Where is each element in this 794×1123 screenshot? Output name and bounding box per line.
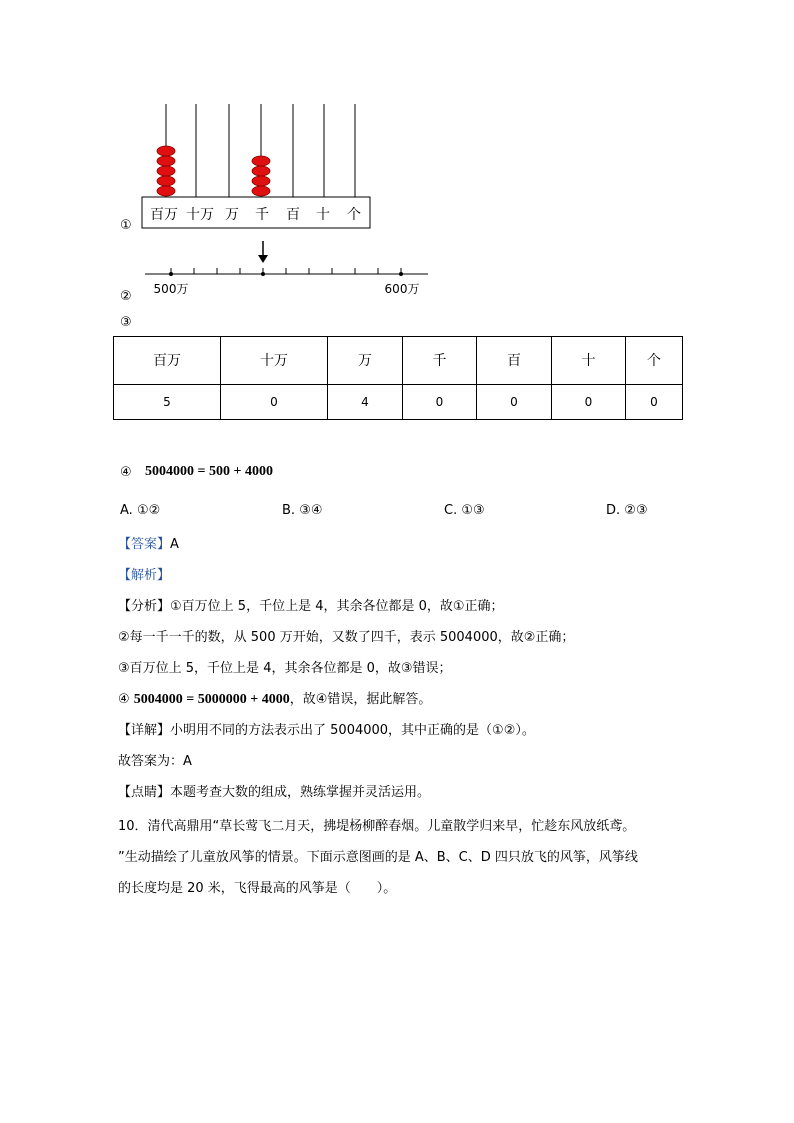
fenxi-text-1: ①百万位上 5，千位上是 4，其余各位都是 0，故①正确； — [170, 599, 504, 614]
marker-4: ④ — [120, 465, 132, 480]
option-letter: A. — [120, 503, 133, 518]
dot-arrow — [261, 272, 265, 276]
table-header-cell: 百 — [477, 337, 552, 385]
table-cell: 5 — [114, 384, 221, 419]
fenxi-line4-marker: ④ — [118, 692, 130, 707]
place-label: 百 — [286, 207, 300, 223]
option-b[interactable] — [282, 503, 323, 518]
place-label: 个 — [347, 207, 361, 223]
table-header-cell: 十 — [552, 337, 626, 385]
fenxi-line-3: ③百万位上 5，千位上是 4，其余各位都是 0，故③错误； — [118, 661, 452, 676]
table-header-cell: 百万 — [114, 337, 221, 385]
bead — [157, 146, 175, 156]
bead — [252, 166, 270, 176]
marker-3: ③ — [120, 315, 132, 330]
place-label: 百万 — [150, 207, 178, 223]
bead — [157, 156, 175, 166]
label-600wan: 600万 — [384, 282, 420, 296]
option-text: ①② — [136, 503, 161, 518]
beads-thousands — [252, 156, 270, 196]
comment-text: 本题考查大数的组成，熟练掌握并灵活运用。 — [170, 785, 431, 800]
q10-line-1: 10．清代高鼎用“草长莺飞二月天，拂堤杨柳醉春烟。儿童散学归来早，忙趁东风放纸鸢。 — [118, 819, 636, 834]
q10-line-2: ”生动描绘了儿童放风筝的情景。下面示意图画的是 A、B、C、D 四只放飞的风筝，风筝线 — [118, 850, 638, 865]
option-d[interactable] — [606, 503, 648, 518]
fenxi-line-1 — [118, 595, 504, 614]
bead — [252, 176, 270, 186]
table-cell: 0 — [477, 384, 552, 419]
table-header-row — [114, 337, 683, 385]
option-letter: B. — [282, 503, 296, 518]
table-cell: 0 — [552, 384, 626, 419]
bead — [252, 156, 270, 166]
comment-line — [118, 781, 430, 800]
option-text: ①③ — [461, 503, 485, 518]
analysis-tag: 【解析】 — [118, 568, 171, 583]
table-header-cell: 个 — [626, 337, 683, 385]
table-cell: 4 — [328, 384, 403, 419]
q10-line-3: 的长度均是 20 米，飞得最高的风筝是（ ）。 — [118, 881, 397, 896]
bead — [252, 186, 270, 196]
option-text: ②③ — [624, 503, 648, 518]
fenxi-line-2: ②每一千一千的数，从 500 万开始，又数了四千，表示 5004000，故②正确； — [118, 630, 575, 645]
fenxi-line4-eq: 5004000 = 5000000 + 4000 — [133, 692, 290, 707]
bead — [157, 186, 175, 196]
answer-line — [118, 533, 179, 552]
place-label: 十 — [316, 207, 330, 223]
bead — [157, 166, 175, 176]
dot-500 — [169, 272, 173, 276]
table-header-cell: 万 — [328, 337, 403, 385]
answer-tag: 【答案】 — [118, 537, 171, 552]
detail-tag: 【详解】 — [118, 723, 171, 738]
number-line-ticks — [171, 268, 401, 274]
equation-4: 5004000 = 500 + 4000 — [145, 464, 273, 479]
option-letter: D. — [606, 503, 621, 518]
table-row — [114, 384, 683, 419]
detail-text: 小明用不同的方法表示出了 5004000，其中正确的是（①②）。 — [170, 723, 535, 738]
marker-2: ② — [120, 289, 132, 304]
label-500wan: 500万 — [153, 282, 189, 296]
abacus-figure — [140, 104, 372, 230]
dot-600 — [399, 272, 403, 276]
beads-millions — [157, 146, 175, 196]
table-header-cell: 十万 — [221, 337, 328, 385]
number-line-figure — [140, 238, 432, 298]
bead — [157, 176, 175, 186]
table-cell: 0 — [626, 384, 683, 419]
table-cell: 0 — [221, 384, 328, 419]
place-label: 万 — [225, 207, 239, 223]
table-header-cell: 千 — [403, 337, 477, 385]
option-a[interactable] — [120, 503, 160, 518]
answer-value: A — [170, 537, 179, 552]
fenxi-line4-rest: ，故④错误，据此解答。 — [289, 692, 432, 707]
marker-1: ① — [120, 218, 132, 233]
option-letter: C. — [444, 503, 458, 518]
comment-tag: 【点睛】 — [118, 785, 171, 800]
place-value-table — [113, 336, 683, 420]
fenxi-line-4 — [118, 688, 431, 708]
place-label: 十万 — [186, 207, 214, 223]
place-label: 千 — [255, 207, 269, 223]
fenxi-tag: 【分析】 — [118, 599, 171, 614]
option-c[interactable] — [444, 503, 485, 518]
detail-line — [118, 719, 535, 738]
option-text: ③④ — [299, 503, 323, 518]
table-cell: 0 — [403, 384, 477, 419]
down-arrow — [258, 241, 268, 263]
conclusion-line: 故答案为：A — [118, 754, 192, 769]
